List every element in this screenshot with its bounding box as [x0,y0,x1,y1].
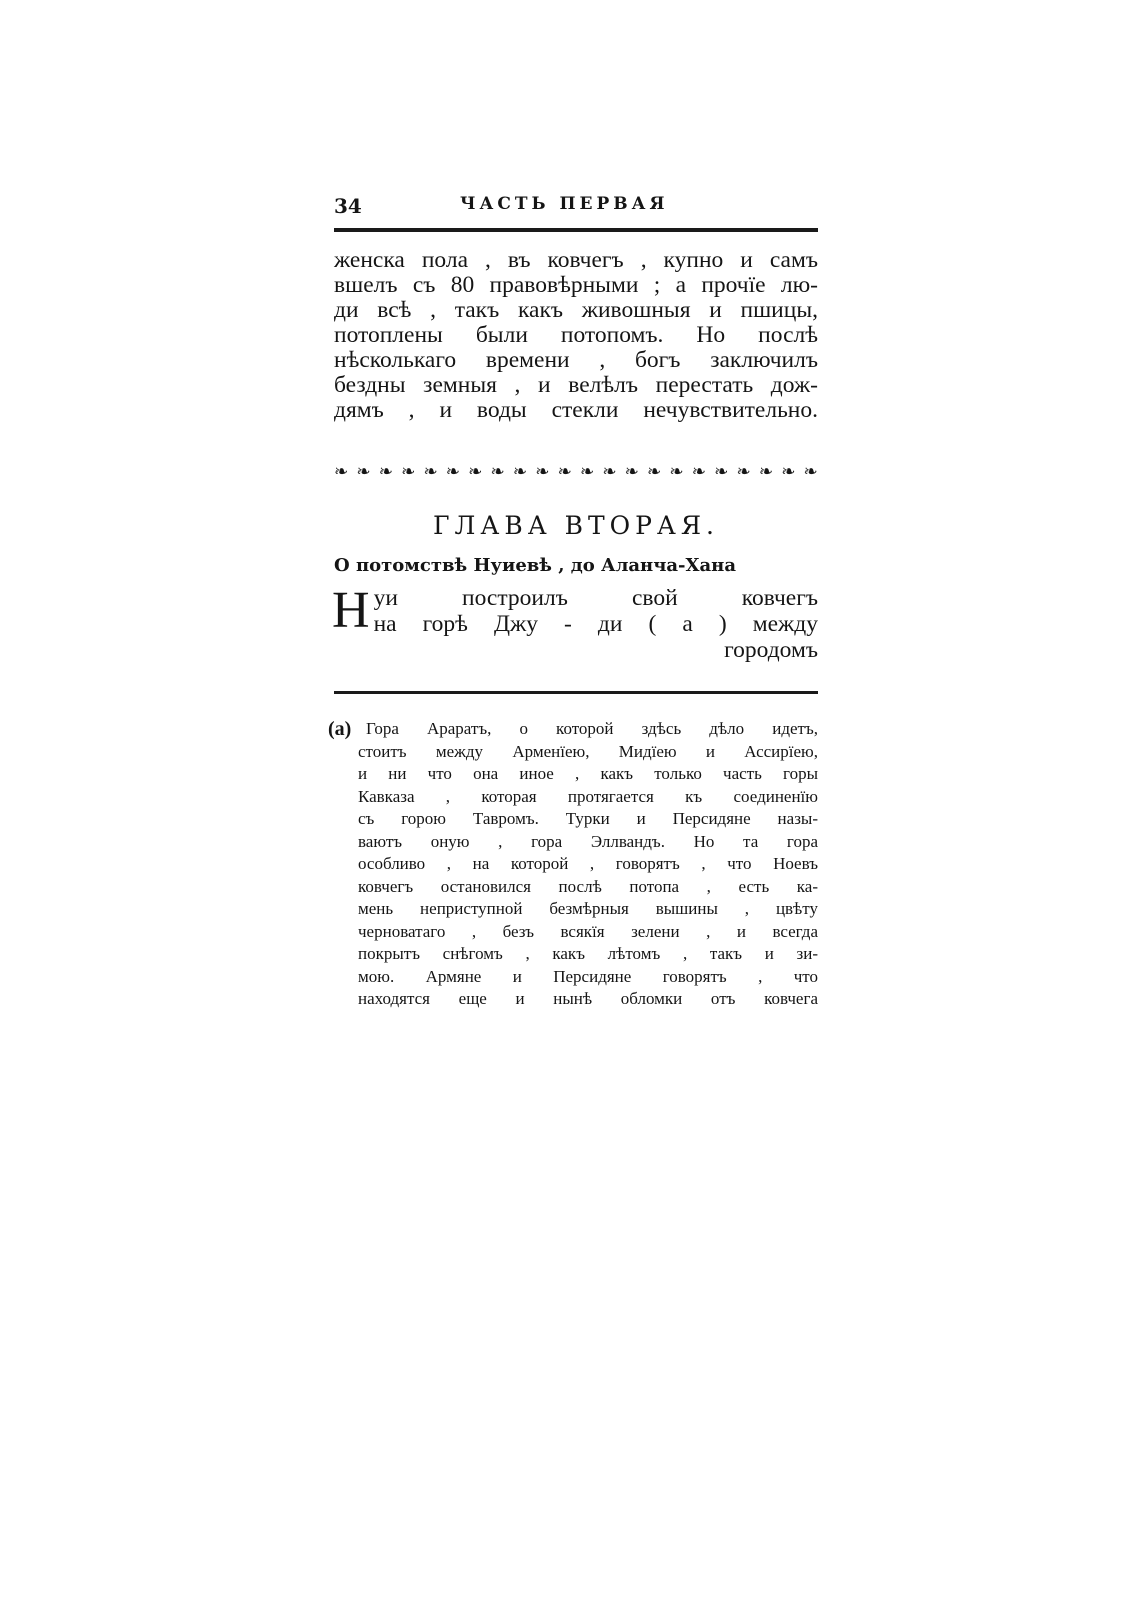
body-line: бездны земныя , и велѣлъ перестать дож- [334,372,818,398]
opening-line-last: городомъ [724,637,818,663]
footnote [328,718,818,1011]
fleuron-icon: ❧ [781,463,796,481]
footnote-marker: (а) [328,718,352,740]
running-header [334,188,818,228]
footnote-line: Кавказа , которая протягается къ соединенїю [358,786,818,806]
fleuron-icon: ❧ [669,463,684,481]
fleuron-icon: ❧ [356,463,371,481]
fleuron-icon: ❧ [714,463,729,481]
footnote-line: ковчегъ остановился послѣ потопа , есть ка- [358,876,818,896]
fleuron-icon: ❧ [445,463,461,481]
body-line: дямъ , и воды стекли нечувствительно. [334,397,818,423]
footnote-rule [334,691,818,694]
fleuron-icon: ❧ [691,463,706,481]
fleuron-icon: ❧ [334,463,349,481]
footnote-line: стоитъ между Арменїею, Мидїею и Ассирїею, [358,741,818,761]
ornament-divider [334,463,818,481]
chapter-opening [332,582,818,663]
fleuron-icon: ❧ [803,463,818,481]
fleuron-icon: ❧ [423,463,438,481]
body-line: ди всѣ , такъ какъ живошныя и пшицы, [334,297,818,323]
body-line: потоплены были потопомъ. Но послѣ [334,322,818,348]
fleuron-icon: ❧ [468,463,483,481]
chapter-title: ГЛАВА ВТОРАЯ. [432,511,720,540]
footnote-line: ваютъ оную , гора Эллвандъ. Но та гора [358,831,818,851]
footnote-line: Гора Араратъ, о которой здѣсь дѣло идетъ, [366,719,818,738]
footnote-line: мою. Армяне и Персидяне говорятъ , что [358,966,818,986]
footnote-line: съ горою Тавромъ. Турки и Персидяне назы- [358,809,818,828]
chapter-subtitle: О потомствѣ Нуиевѣ , до Аланча-Хана [334,555,736,576]
fleuron-icon: ❧ [579,463,595,481]
fleuron-icon: ❧ [490,463,505,481]
fleuron-icon: ❧ [535,463,550,481]
body-paragraph [334,248,818,423]
running-title: ЧАСТЬ ПЕРВАЯ [460,194,669,214]
footnote-line: находятся еще и нынѣ обломки отъ ковчега [358,989,818,1008]
footnote-line: мень неприступной безмѣрныя вышины , цвѣту [358,899,818,918]
fleuron-icon: ❧ [624,463,639,481]
drop-cap: Н [332,582,370,639]
body-line: женска пола , въ ковчегъ , купно и самъ [334,247,818,273]
opening-line: на горѣ Джу - ди ( а ) между [373,611,818,637]
footnote-line: черноватаго , безъ всякїя зелени , и всегда [358,921,818,941]
body-line: вшелъ съ 80 правовѣрными ; а прочїе лю- [334,272,818,298]
footnote-line: и ни что она иное , какъ только часть горы [358,764,818,783]
body-line: нѣсколькаго времени , богъ заключилъ [334,347,818,373]
footnote-line: особливо , на которой , говорятъ , что Ноевъ [358,854,818,873]
fleuron-icon: ❧ [602,463,617,481]
fleuron-icon: ❧ [647,463,662,481]
opening-line: уи построилъ свой ковчегъ [373,585,818,611]
fleuron-icon: ❧ [736,463,751,481]
fleuron-icon: ❧ [401,463,416,481]
book-page [328,188,818,1011]
fleuron-icon: ❧ [378,463,393,481]
fleuron-icon: ❧ [758,463,774,481]
header-rule [334,228,818,232]
fleuron-icon: ❧ [512,463,528,481]
page-number: 34 [334,194,362,218]
footnote-line: покрытъ снѣгомъ , какъ лѣтомъ , такъ и зи- [358,944,818,963]
fleuron-icon: ❧ [557,463,572,481]
